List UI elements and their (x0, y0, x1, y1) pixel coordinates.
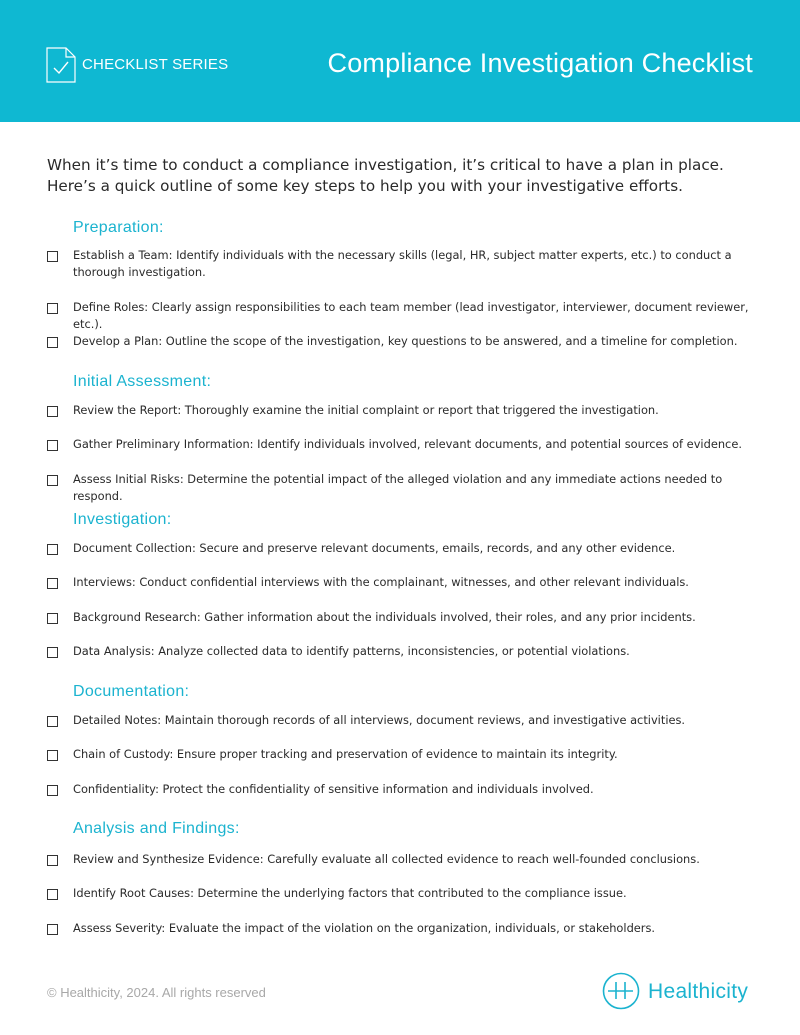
checkbox[interactable] (47, 475, 58, 486)
item-text: Chain of Custody: Ensure proper tracking and preservation of evidence to maintain its integrity. (73, 747, 618, 761)
item-text: Define Roles: Clearly assign responsibilities to each team member (lead investigator, interviewer, document reviewer, etc.). (73, 300, 749, 331)
series-label: CHECKLIST SERIES (82, 56, 229, 73)
header-banner (0, 0, 800, 122)
item-text: Assess Severity: Evaluate the impact of the violation on the organization, individuals, or stakeholders. (73, 921, 656, 935)
item-text: Gather Preliminary Information: Identify individuals involved, relevant documents, and potential sources of evidence. (73, 437, 742, 451)
item-text: Interviews: Conduct confidential interviews with the complainant, witnesses, and other relevant individuals. (73, 575, 689, 589)
item-text: Develop a Plan: Outline the scope of the investigation, key questions to be answered, and a timeline for completion. (73, 334, 738, 348)
checkbox[interactable] (47, 544, 58, 555)
section-title-documentation: Documentation: (73, 683, 190, 700)
item-text: Establish a Team: Identify individuals with the necessary skills (legal, HR, subject matter experts, etc.) to conduct a thorough investigation. (73, 248, 732, 279)
item-text: Document Collection: Secure and preserve relevant documents, emails, records, and any other evidence. (73, 541, 676, 555)
checkbox[interactable] (47, 613, 58, 624)
checkbox[interactable] (47, 924, 58, 935)
checkbox[interactable] (47, 303, 58, 314)
item-text: Review and Synthesize Evidence: Carefully evaluate all collected evidence to reach well-founded conclusions. (73, 852, 700, 866)
healthicity-logo-icon (602, 972, 640, 1010)
item-text: Data Analysis: Analyze collected data to identify patterns, inconsistencies, or potential violations. (73, 644, 630, 658)
section-title-initial-assessment: Initial Assessment: (73, 373, 212, 390)
footer-copyright: © Healthicity, 2024. All rights reserved (47, 985, 266, 1000)
logo-text: Healthicity (648, 980, 749, 1003)
intro-paragraph: When it’s time to conduct a compliance investigation, it’s critical to have a plan in place. Here’s a quick outline of some key steps to help you with your investigative efforts. (47, 156, 724, 195)
checkbox[interactable] (47, 750, 58, 761)
item-text: Assess Initial Risks: Determine the potential impact of the alleged violation and any immediate actions needed to respond. (73, 472, 723, 503)
item-text: Detailed Notes: Maintain thorough records of all interviews, document reviews, and investigative activities. (73, 713, 686, 727)
checkbox[interactable] (47, 716, 58, 727)
checkbox[interactable] (47, 578, 58, 589)
checkbox[interactable] (47, 855, 58, 866)
checkbox[interactable] (47, 251, 58, 262)
item-text: Identify Root Causes: Determine the underlying factors that contributed to the compliance issue. (73, 886, 627, 900)
checkbox[interactable] (47, 440, 58, 451)
checkbox[interactable] (47, 785, 58, 796)
section-title-investigation: Investigation: (73, 511, 172, 528)
section-title-analysis-and-findings: Analysis and Findings: (73, 820, 240, 837)
item-text: Review the Report: Thoroughly examine the initial complaint or report that triggered the investigation. (73, 403, 659, 417)
healthicity-logo (602, 972, 762, 1012)
checkbox[interactable] (47, 337, 58, 348)
document-check-icon (46, 47, 76, 83)
section-title-preparation: Preparation: (73, 219, 164, 236)
page-title: Compliance Investigation Checklist (327, 48, 753, 78)
item-text: Background Research: Gather information about the individuals involved, their roles, and any prior incidents. (73, 610, 696, 624)
checkbox[interactable] (47, 406, 58, 417)
item-text: Confidentiality: Protect the confidentiality of sensitive information and individuals involved. (73, 782, 594, 796)
checkbox[interactable] (47, 647, 58, 658)
checkbox[interactable] (47, 889, 58, 900)
